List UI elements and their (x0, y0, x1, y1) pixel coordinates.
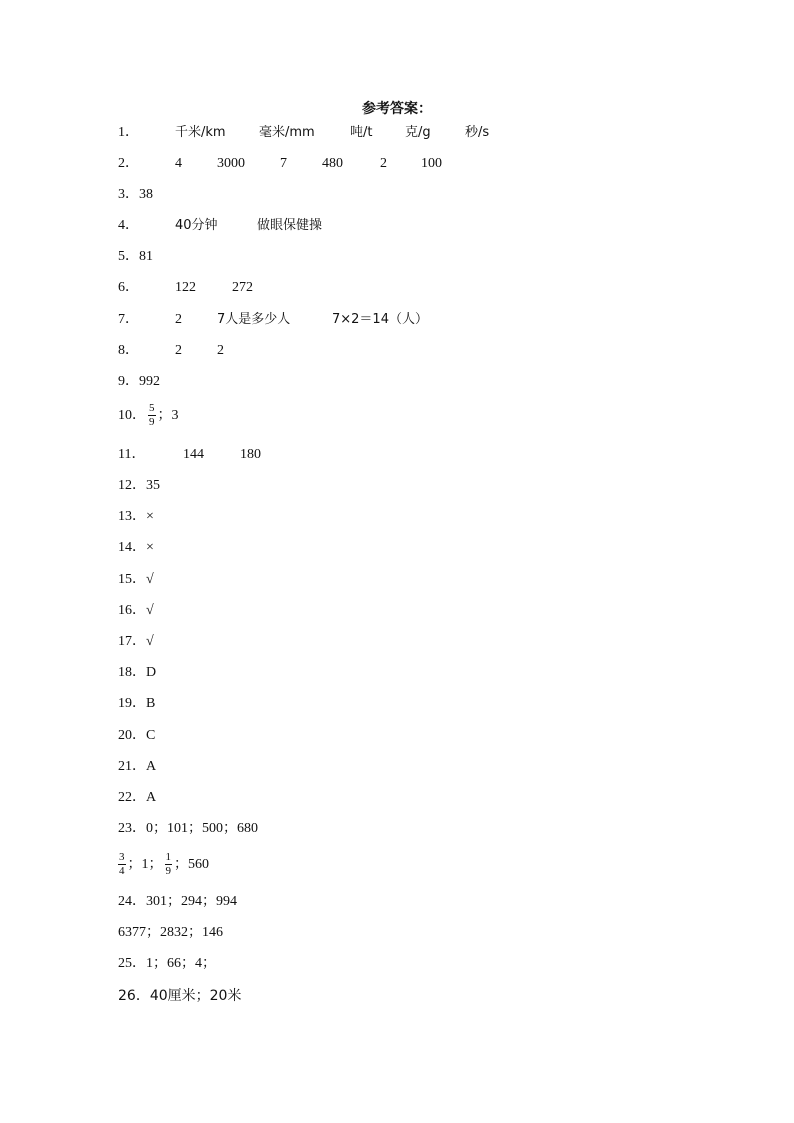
answer-row-4 (118, 216, 323, 236)
answer-value: 2 (175, 343, 182, 358)
denominator: 9 (165, 865, 171, 878)
numerator: 5 (149, 402, 155, 415)
answer-text: 25．1；66；4； (118, 956, 216, 971)
answer-value: 做眼保健操 (257, 218, 323, 233)
answer-value: 7×2＝14（人） (332, 312, 428, 327)
fraction (165, 852, 173, 877)
answer-text: 24．301；294；994 (118, 894, 237, 909)
answer-text: 22．A (118, 790, 157, 805)
answer-text: 21．A (118, 759, 157, 774)
answer-number: 7． (118, 312, 139, 327)
answer-number: 1． (118, 125, 139, 140)
answer-text: 26．40厘米；20米 (118, 988, 242, 1004)
answer-row-6 (118, 278, 253, 298)
answer-row-9 (118, 372, 160, 392)
answer-row-22 (118, 788, 156, 808)
answer-row-7 (118, 310, 428, 330)
answer-value: 2 (217, 343, 224, 358)
answer-text: 12．35 (118, 478, 160, 493)
answer-row-2 (118, 154, 442, 174)
answer-number: 6． (118, 280, 139, 295)
answer-row-19 (118, 694, 155, 714)
answer-text: 15．√ (118, 572, 154, 587)
answer-value: 克/g (405, 125, 431, 140)
answer-row-3 (118, 185, 153, 205)
answer-text: ；3 (157, 408, 179, 423)
answer-value: 3000 (217, 156, 245, 171)
answer-value: 7 (280, 156, 287, 171)
answer-row-5 (118, 247, 153, 267)
answer-value: 2 (175, 312, 182, 327)
answer-text: ；560 (174, 857, 209, 872)
answer-row-8 (118, 341, 224, 361)
answer-row-15 (118, 570, 154, 590)
answer-value: 千米/km (175, 125, 226, 140)
answer-row-11 (118, 445, 261, 465)
answer-value: 100 (421, 156, 442, 171)
answer-row-12 (118, 476, 160, 496)
answer-number: 11． (118, 447, 146, 462)
answer-value: 122 (175, 280, 196, 295)
answer-row-14 (118, 538, 154, 558)
answer-number: 4． (118, 218, 139, 233)
answer-row-18 (118, 663, 156, 683)
answer-value: 480 (322, 156, 343, 171)
numerator: 3 (119, 851, 125, 864)
answer-value: 180 (240, 447, 261, 462)
answer-row-26 (118, 986, 241, 1006)
answer-row-20 (118, 726, 155, 746)
answer-number: 10． (118, 408, 146, 423)
answer-text: 16．√ (118, 603, 154, 618)
answer-row-21 (118, 757, 156, 777)
answer-row-1 (118, 123, 490, 143)
answer-value: 毫米/mm (259, 125, 315, 140)
answer-value: 7人是多少人 (217, 312, 291, 327)
answer-value: 40分钟 (175, 218, 218, 233)
answer-row-13 (118, 507, 154, 527)
answer-value: 吨/t (350, 125, 373, 140)
answer-row-16 (118, 601, 154, 621)
answer-text: 14．× (118, 540, 154, 555)
answer-value: 2 (380, 156, 387, 171)
answer-text: 9．992 (118, 374, 160, 389)
answer-row-23b (118, 848, 209, 882)
answer-text: 3．38 (118, 187, 153, 202)
fraction (118, 852, 126, 877)
answer-number: 8． (118, 343, 139, 358)
answer-text: 5．81 (118, 249, 153, 264)
denominator: 4 (119, 865, 125, 878)
answer-title: 参考答案： (362, 101, 432, 117)
answer-row-10 (118, 400, 179, 432)
answer-value: 秒/s (465, 125, 490, 140)
answer-text: 17．√ (118, 634, 154, 649)
answer-text: 6377；2832；146 (118, 925, 223, 940)
answer-number: 2． (118, 156, 139, 171)
answer-row-24 (118, 892, 237, 912)
answer-row-24b (118, 923, 223, 943)
numerator: 1 (165, 851, 171, 864)
answer-value: 4 (175, 156, 182, 171)
answer-row-17 (118, 632, 154, 652)
answer-text: 13．× (118, 509, 154, 524)
answer-text: 20．C (118, 728, 156, 743)
answer-value: 272 (232, 280, 253, 295)
answer-value: 144 (183, 447, 204, 462)
fraction (148, 403, 156, 428)
answer-text: 23．0；101；500；680 (118, 821, 258, 836)
answer-row-23 (118, 819, 258, 839)
answer-row-25 (118, 954, 216, 974)
answer-text: 18．D (118, 665, 157, 680)
denominator: 9 (149, 416, 155, 429)
answer-text: ；1； (127, 857, 163, 872)
answer-text: 19．B (118, 696, 156, 711)
